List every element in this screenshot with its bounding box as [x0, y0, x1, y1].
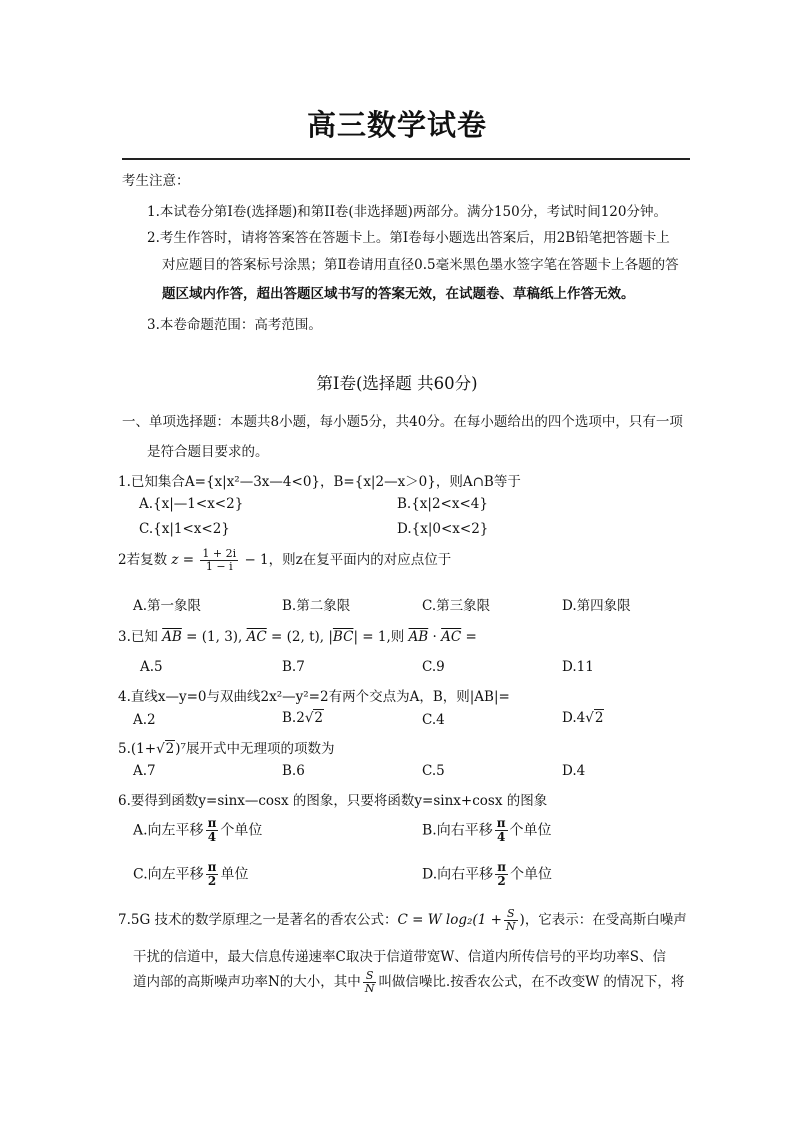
q2-z-symbol: z =: [171, 552, 195, 568]
q5-option-a: A.7: [133, 763, 156, 779]
q7-formula-prefix: C = W log₂(1 +: [397, 912, 502, 928]
q4-option-b: [282, 710, 324, 726]
q3-vector-bc: $\overline{BC}$: [332, 629, 354, 645]
q2-stem-tail: − 1，则z在复平面内的对应点位于: [244, 552, 452, 568]
q2-fraction-denominator: 1 − i: [205, 560, 233, 573]
q6-option-c: [133, 861, 248, 888]
q6-option-d-suffix: 个单位: [509, 866, 552, 883]
q3-vector-ac: $\overline{AC}$: [246, 629, 267, 645]
q4-option-d-prefix: D.4: [562, 710, 586, 726]
q3-option-b: B.7: [282, 659, 305, 675]
section-title: 第Ⅰ卷(选择题 共60分): [316, 374, 478, 393]
q6-option-d: [422, 861, 552, 888]
q2-stem-prefix: 2若复数: [118, 552, 168, 568]
sqrt-icon: √: [304, 710, 314, 726]
q7-formula-denominator: N: [505, 920, 516, 933]
q7-line-3-numerator: S: [363, 970, 377, 983]
q6-option-a-prefix: A.向左平移: [133, 822, 204, 839]
q2-option-a: A.第一象限: [133, 598, 202, 614]
q7-formula-fraction: [504, 908, 518, 933]
q3-vector-ab-2: $\overline{AB}$: [408, 629, 429, 645]
q6-option-c-fraction: [206, 861, 219, 888]
q6-option-b-suffix: 个单位: [509, 822, 552, 839]
q5-stem-prefix: 5.(1+: [118, 741, 157, 757]
q7-line-1-prefix: 7.5G 技术的数学原理之一是著名的香农公式：: [118, 912, 398, 928]
q3-part-1: = (1, 3),: [186, 629, 243, 645]
q1-option-a: A.{x|—1<x<2}: [139, 496, 244, 512]
q5-stem: [118, 737, 334, 757]
q6-option-b-denominator: 4: [496, 830, 506, 844]
part1-instructions-line-2: 是符合题目要求的。: [147, 444, 269, 460]
q3-part-2: = (2, t), |: [271, 629, 333, 645]
q1-stem: 1.已知集合A={x|x²—3x—4<0}，B={x|2—x＞0}，则A∩B等于: [118, 474, 521, 490]
q6-option-b-numerator: π: [496, 816, 506, 830]
q3-dot: ·: [432, 629, 437, 645]
q1-option-d: D.{x|0<x<2}: [397, 521, 489, 537]
q6-option-a-fraction: [206, 817, 219, 844]
q3-part-3: | = 1,则: [353, 629, 405, 645]
q4-option-b-prefix: B.2: [282, 710, 305, 726]
q2-option-b: B.第二象限: [282, 598, 351, 614]
q6-option-b-fraction: [495, 817, 508, 844]
q5-option-b: B.6: [282, 763, 305, 779]
q7-formula-suffix: ): [519, 912, 525, 928]
q3-option-d: D.11: [562, 659, 594, 675]
q4-stem: 4.直线x—y=0与双曲线2x²—y²=2有两个交点为A，B，则|AB|=: [118, 689, 510, 705]
sqrt-icon: √: [156, 741, 165, 757]
q6-option-d-numerator: π: [497, 860, 506, 874]
q7-line-2: 干扰的信道中，最大信息传递速率C取决于信道带宽W、信道内所传信号的平均功率S、信: [133, 949, 666, 965]
title-divider: [122, 158, 690, 160]
q6-option-b-prefix: B.向右平移: [422, 822, 493, 839]
q7-line-1: [118, 908, 687, 933]
q2-option-d: D.第四象限: [562, 598, 631, 614]
q6-option-d-denominator: 2: [497, 874, 506, 888]
q3-option-c: C.9: [422, 659, 445, 675]
q7-line-3-prefix: 道内部的高斯噪声功率N的大小，其中: [133, 974, 361, 990]
q6-option-c-denominator: 2: [207, 874, 217, 888]
q1-option-c: C.{x|1<x<2}: [139, 521, 230, 537]
q6-option-c-prefix: C.向左平移: [133, 866, 204, 883]
q3-option-a: A.5: [140, 659, 163, 675]
q6-option-a: [133, 817, 262, 844]
q4-option-c: C.4: [422, 712, 445, 728]
notice-item-2-line-2: 对应题目的答案标号涂黑；第Ⅱ卷请用直径0.5毫米黑色墨水签字笔在答题卡上各题的答: [162, 257, 679, 273]
q5-option-c: C.5: [422, 763, 445, 779]
q2-fraction-numerator: 1 + 2i: [202, 547, 237, 560]
notice-item-2-line-3: 题区域内作答，超出答题区域书写的答案无效，在试题卷、草稿纸上作答无效。: [162, 286, 635, 302]
q6-option-c-suffix: 单位: [220, 866, 249, 883]
q6-option-a-numerator: π: [207, 816, 217, 830]
notice-item-1: 1.本试卷分第Ⅰ卷(选择题)和第II卷(非选择题)两部分。满分150分，考试时间120分钟。: [147, 204, 667, 220]
q3-equals: =: [465, 629, 477, 645]
q7-formula-numerator: S: [504, 908, 518, 921]
q7-line-1-suffix: ，它表示：在受高斯白噪声: [524, 912, 687, 928]
q5-radicand: 2: [165, 741, 175, 757]
q6-stem: 6.要得到函数y=sinx—cosx 的图象，只要将函数y=sinx+cosx 的图象: [118, 793, 548, 809]
q6-option-b: [422, 817, 552, 844]
q6-option-a-suffix: 个单位: [220, 822, 263, 839]
q2-option-c: C.第三象限: [422, 598, 491, 614]
q4-option-b-radicand: 2: [314, 710, 324, 726]
page-title: 高三数学试卷: [306, 108, 487, 142]
q6-option-d-fraction: [495, 861, 508, 888]
q3-vector-ac-2: $\overline{AC}$: [441, 629, 462, 645]
notice-item-2-line-1: 2.考生作答时，请将答案答在答题卡上。第Ⅰ卷每小题选出答案后，用2B铅笔把答题卡上: [147, 230, 670, 246]
q4-option-d: [562, 710, 604, 726]
q2-stem: [118, 548, 451, 573]
q3-stem: [118, 625, 477, 645]
q5-stem-tail: )⁷展开式中无理项的项数为: [175, 741, 335, 757]
q7-line-3-denominator: N: [364, 982, 375, 995]
q5-option-d: D.4: [562, 763, 586, 779]
q4-option-d-radicand: 2: [594, 710, 604, 726]
q3-vector-ab: $\overline{AB}$: [162, 629, 182, 645]
part1-instructions-line-1: 一、单项选择题：本题共8小题，每小题5分，共40分。在每小题给出的四个选项中，只有一项: [122, 414, 683, 430]
notice-item-3: 3.本卷命题范围：高考范围。: [147, 317, 322, 333]
q1-option-b: B.{x|2<x<4}: [397, 496, 488, 512]
q7-line-3: [133, 970, 684, 995]
q3-stem-prefix: 3.已知: [118, 629, 158, 645]
q2-fraction: [200, 548, 238, 573]
q6-option-a-denominator: 4: [207, 830, 217, 844]
q6-option-d-prefix: D.向右平移: [422, 866, 494, 883]
q4-option-a: A.2: [133, 712, 156, 728]
notice-heading: 考生注意：: [122, 173, 190, 189]
q7-line-3-suffix: 叫做信噪比.按香农公式，在不改变W 的情况下，将: [378, 974, 685, 990]
sqrt-icon: √: [585, 710, 594, 726]
q7-line-3-fraction: [363, 970, 377, 995]
q6-option-c-numerator: π: [207, 860, 217, 874]
